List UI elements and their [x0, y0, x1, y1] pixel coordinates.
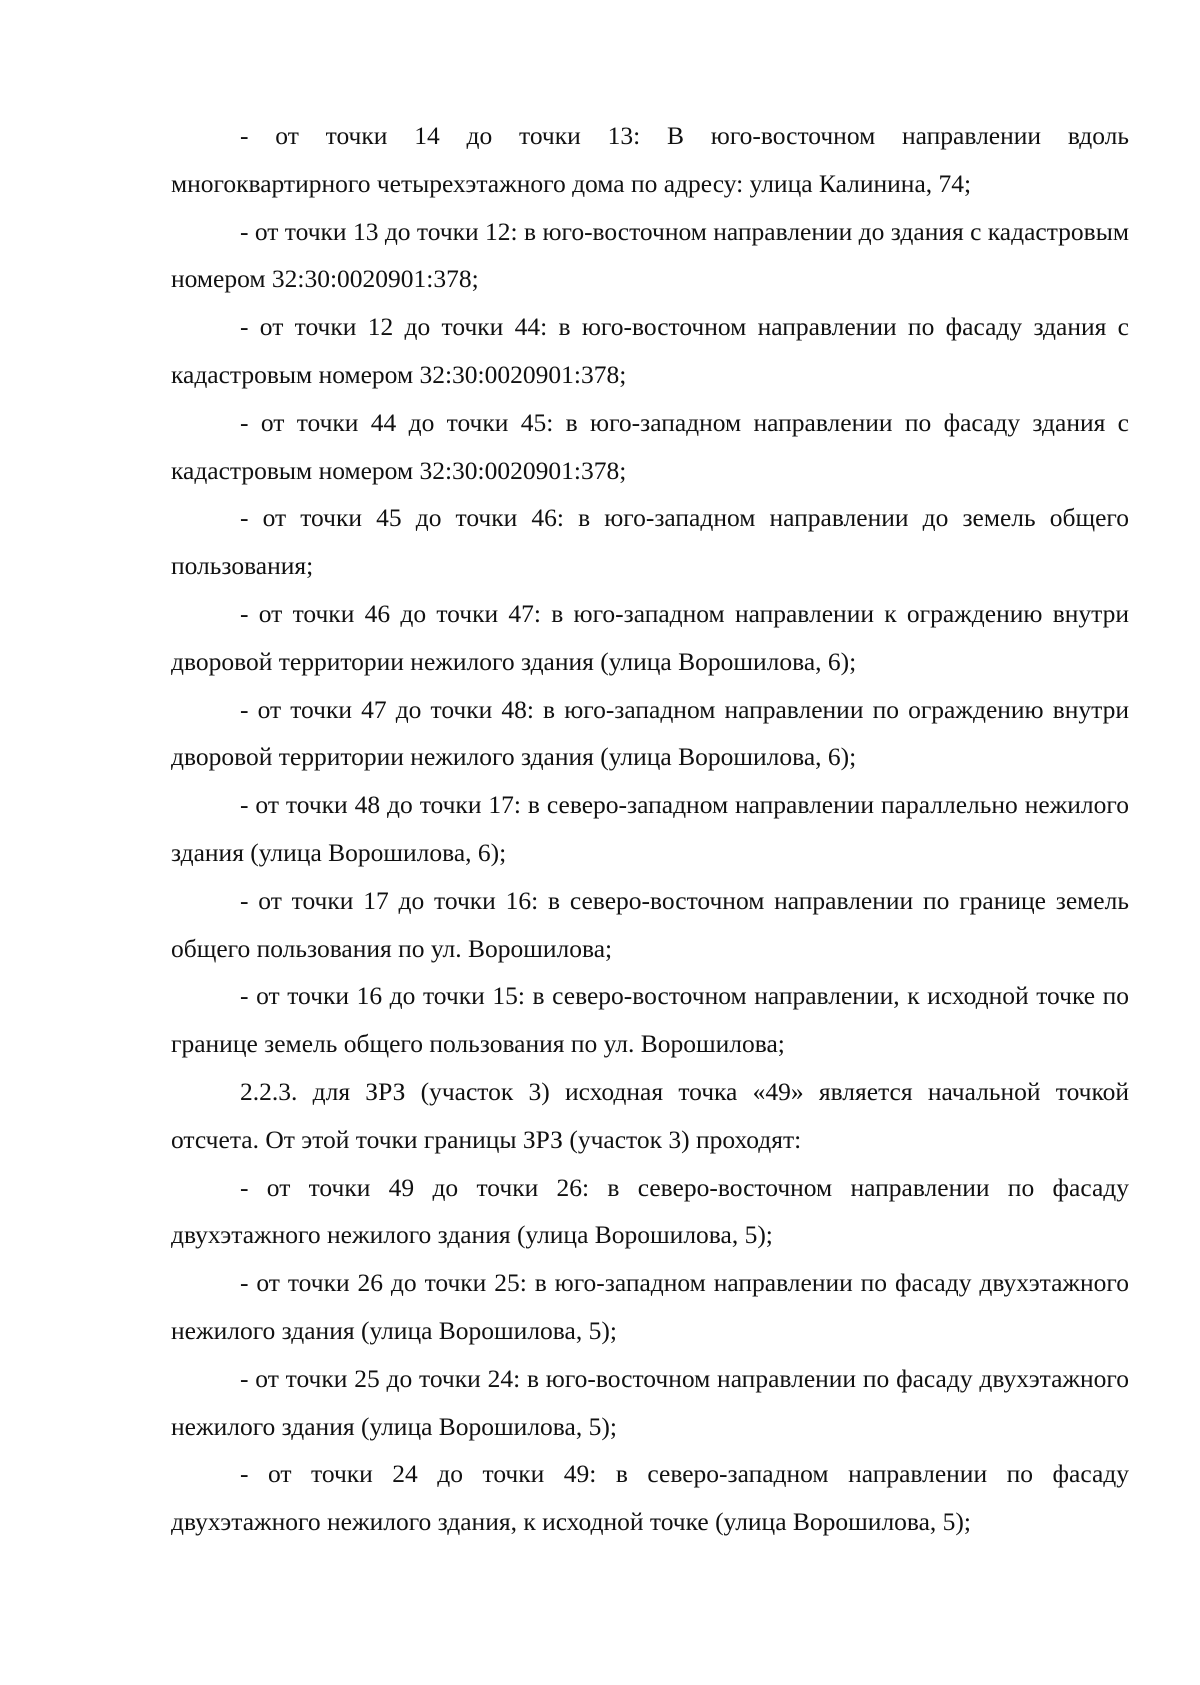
paragraph-point-48-17: - от точки 48 до точки 17: в северо-западном направлении параллельно нежилого здания (улица Ворошилова, 6); [171, 790, 1129, 867]
paragraph-point-46-47: - от точки 46 до точки 47: в юго-западном направлении к ограждению внутри дворовой территории нежилого здания (улица Ворошилова, 6); [171, 598, 1129, 676]
paragraph-point-49-26: - от точки 49 до точки 26: в северо-восточном направлении по фасаду двухэтажного нежилого здания (улица Ворошилова, 5); [171, 1172, 1129, 1250]
paragraph-point-44-45: - от точки 44 до точки 45: в юго-западном направлении по фасаду здания с кадастровым номером 32:30:0020901:378; [171, 407, 1129, 485]
paragraph-point-47-48: - от точки 47 до точки 48: в юго-западном направлении по ограждению внутри дворовой территории нежилого здания (улица Ворошилова, 6); [171, 694, 1129, 772]
document-page [171, 112, 1129, 1546]
paragraph-point-16-15: - от точки 16 до точки 15: в северо-восточном направлении, к исходной точке по границе земель общего пользования по ул. Ворошилова; [171, 981, 1129, 1059]
paragraph-point-13-12: - от точки 13 до точки 12: в юго-восточном направлении до здания с кадастровым номером 32:30:0020901:378; [171, 216, 1129, 294]
paragraph-point-12-44: - от точки 12 до точки 44: в юго-восточном направлении по фасаду здания с кадастровым номером 32:30:0020901:378; [171, 312, 1129, 389]
paragraph-point-25-24: - от точки 25 до точки 24: в юго-восточном направлении по фасаду двухэтажного нежилого здания (улица Ворошилова, 5); [171, 1363, 1129, 1441]
paragraph-point-45-46: - от точки 45 до точки 46: в юго-западном направлении до земель общего пользования; [171, 503, 1129, 581]
paragraph-point-14-13: - от точки 14 до точки 13: В юго-восточном направлении вдоль многоквартирного четырехэтажного дома по адресу: улица Калинина, 74; [171, 121, 1129, 198]
paragraph-point-24-49: - от точки 24 до точки 49: в северо-западном направлении по фасаду двухэтажного нежилого здания, к исходной точке (улица Ворошилова, 5); [171, 1459, 1129, 1537]
paragraph-point-26-25: - от точки 26 до точки 25: в юго-западном направлении по фасаду двухэтажного нежилого здания (улица Ворошилова, 5); [171, 1268, 1129, 1345]
paragraph-point-17-16: - от точки 17 до точки 16: в северо-восточном направлении по границе земель общего пользования по ул. Ворошилова; [171, 885, 1129, 963]
section-2-2-3-intro: 2.2.3. для ЗРЗ (участок 3) исходная точка «49» является начальной точкой отсчета. От этой точки границы ЗРЗ (участок 3) проходят: [171, 1076, 1129, 1154]
